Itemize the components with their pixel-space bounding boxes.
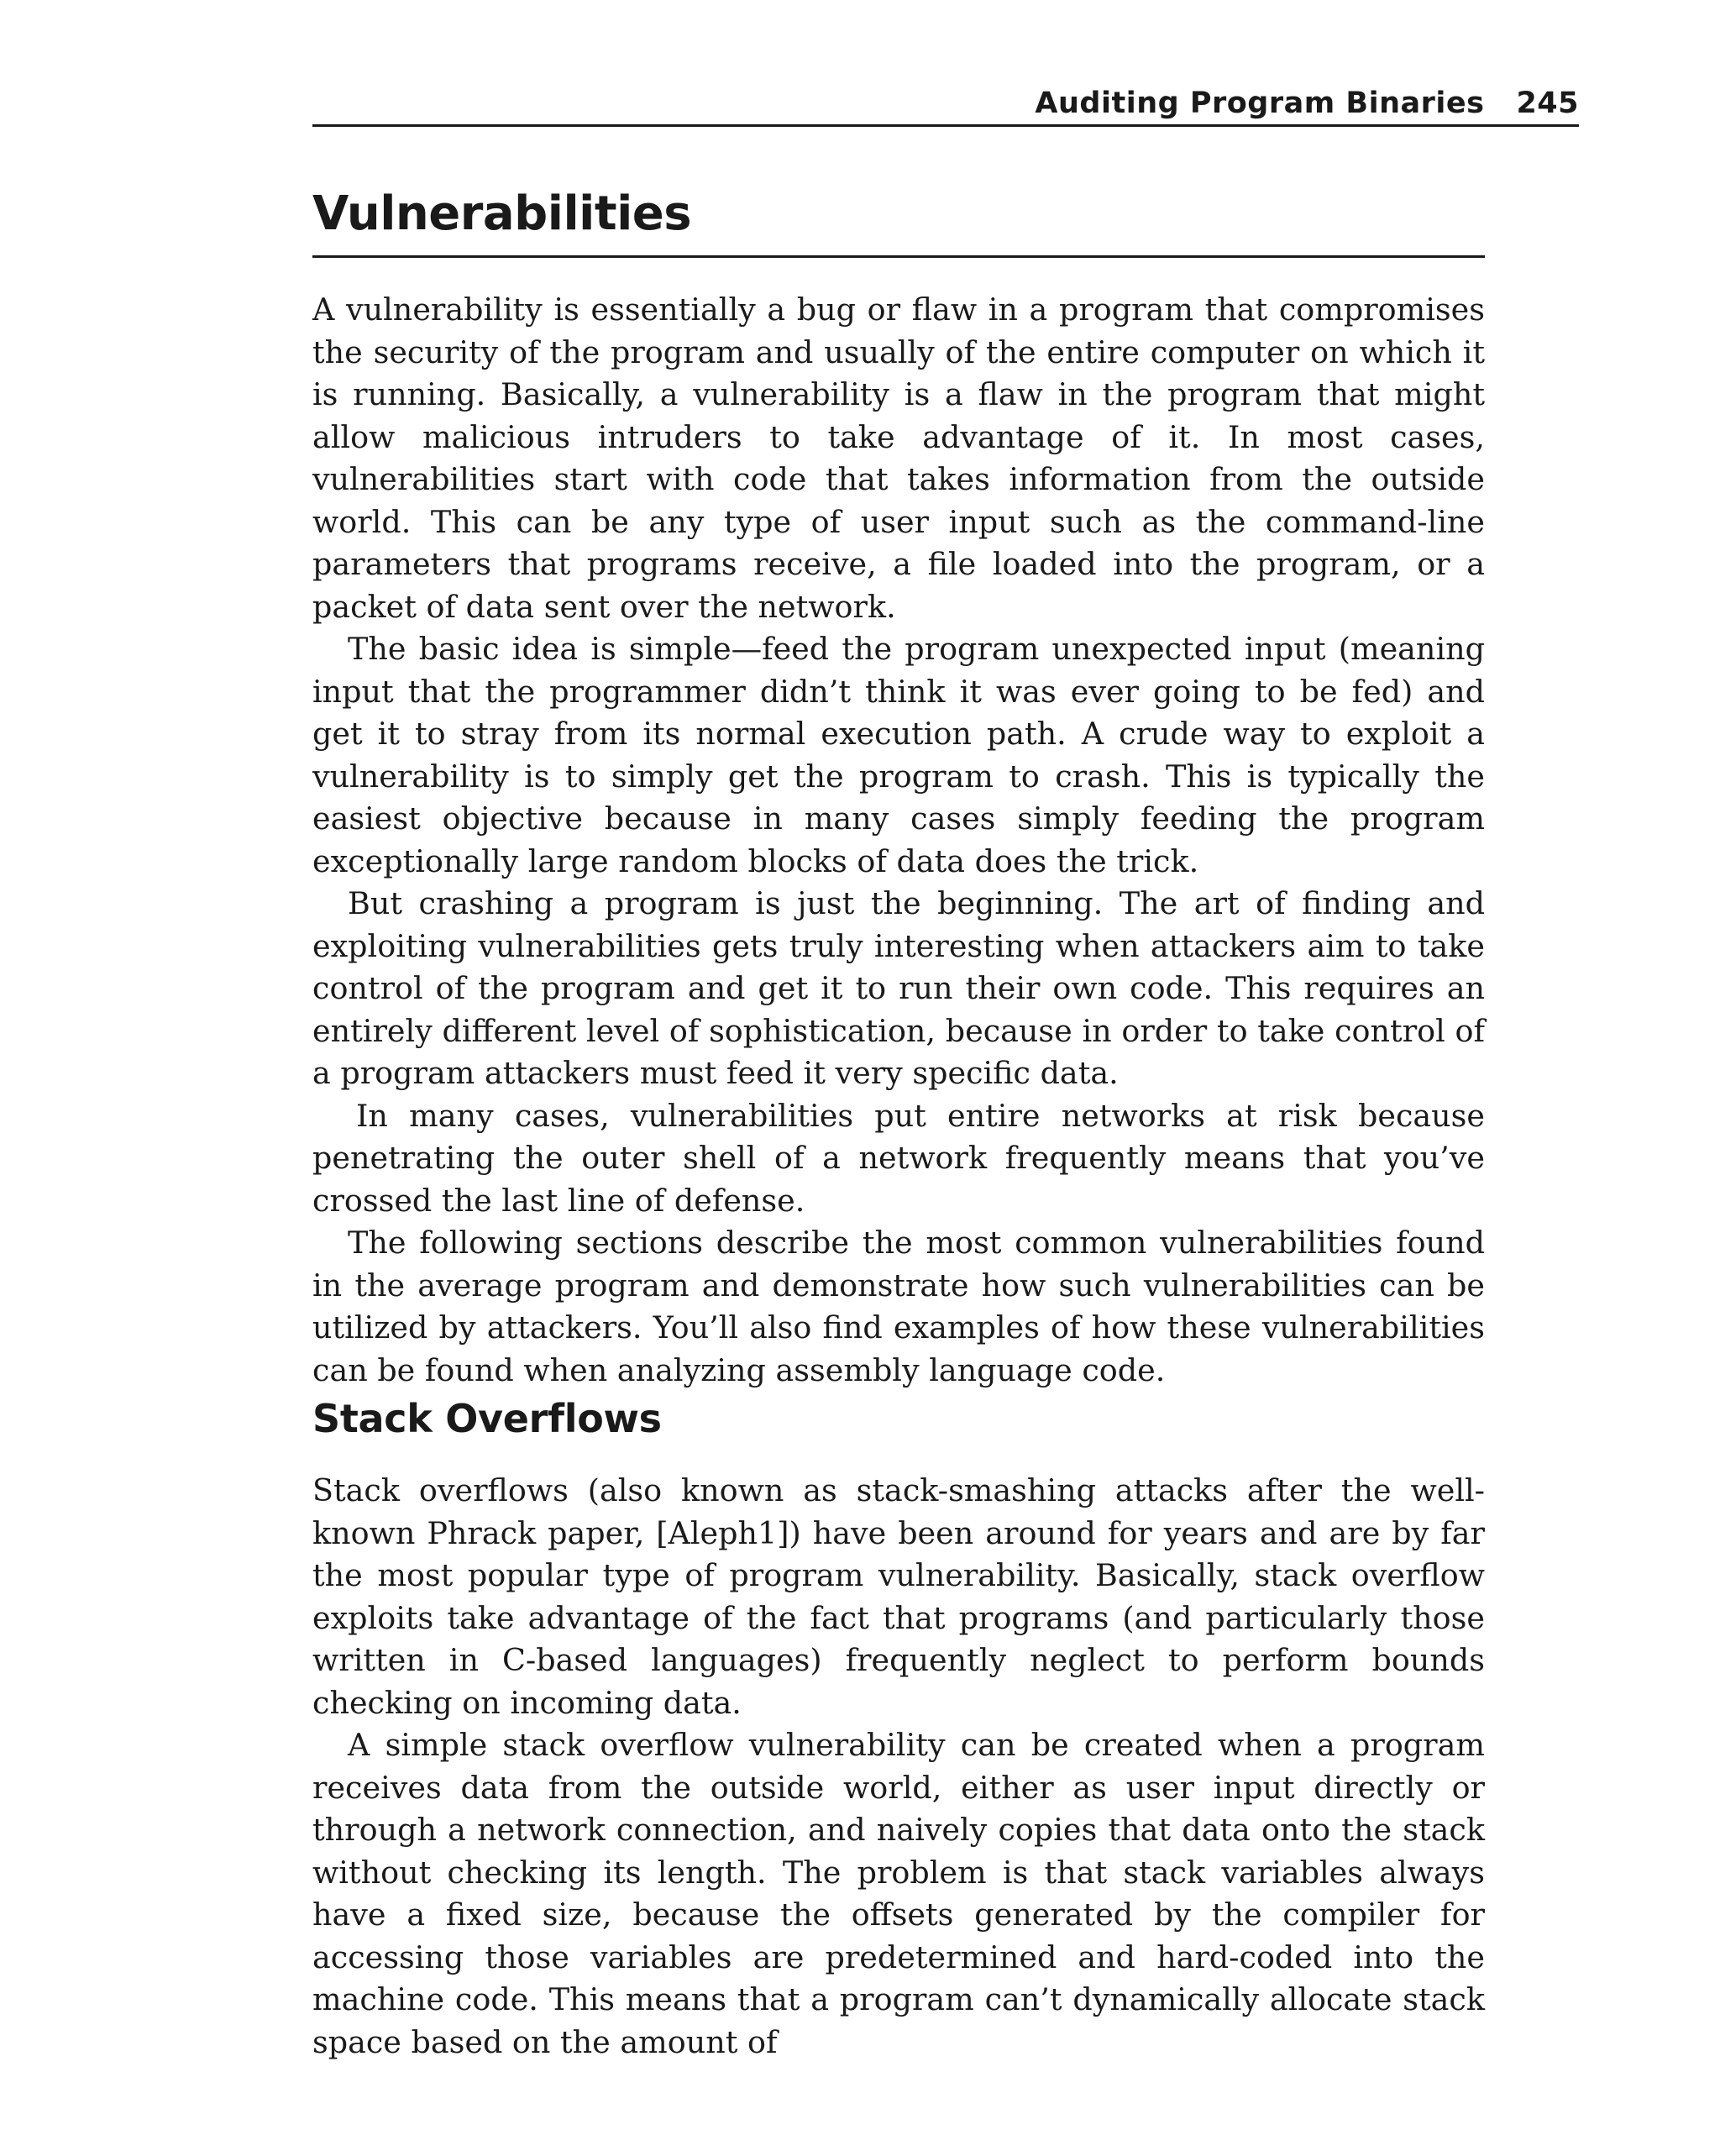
- paragraph: The following sections describe the most common vulnerabilities found in the average program and demonstrate how such vulnerabilities can be utilized by attackers. You’ll also find examples of how these vulnerabilities can be found when analyzing assembly language code.: [312, 1225, 1485, 1388]
- section-body: [312, 289, 1485, 1392]
- section-title: Vulnerabilities: [312, 178, 1485, 258]
- subsection-body: [312, 1470, 1485, 2064]
- paragraph: In many cases, vulnerabilities put entire networks at risk because penetrating the outer shell of a network frequently means that you’ve crossed the last line of defense.: [312, 1097, 1485, 1219]
- subsection-title: Stack Overflows: [312, 1396, 662, 1441]
- paragraph: A simple stack overflow vulnerability can be created when a program receives data from the outside world, either as user input directly or through a network connection, and naively copies that data onto the stack without checking its length. The problem is that stack variables always have a fixed size, because the offsets generated by the compiler for accessing those variables are predetermined and hard-coded into the machine code. This means that a program can’t dynamically allocate stack space based on the amount of: [312, 1727, 1485, 2060]
- paragraph: The basic idea is simple—feed the program unexpected input (meaning input that the programmer didn’t think it was ever going to be fed) and get it to stray from its normal execution path. A crude way to exploit a vulnerability is to simply get the program to crash. This is typically the easiest objective because in many cases simply feeding the program exceptionally large random blocks of data does the trick.: [312, 631, 1485, 879]
- running-head: [312, 82, 1579, 127]
- paragraph: A vulnerability is essentially a bug or flaw in a program that compromises the security of the program and usually of the entire computer on which it is running. Basically, a vulnerability is a flaw in the program that might allow malicious intruders to take advantage of it. In most cases, vulnerabilities start with code that takes information from the outside world. This can be any type of user input such as the command-line parameters that programs receive, a file loaded into the program, or a packet of data sent over the network.: [312, 291, 1485, 625]
- page-number: 245: [1516, 87, 1579, 120]
- paragraph: But crashing a program is just the beginning. The art of finding and exploiting vulnerabilities gets truly interesting when attackers aim to take control of the program and get it to run their own code. This requires an entirely different level of sophistication, because in order to take control of a program attackers must feed it very specific data.: [312, 885, 1485, 1091]
- paragraph: Stack overflows (also known as stack-smashing attacks after the well-known Phrack paper, [Aleph1]) have been around for years and are by far the most popular type of program vulnerability. Basically, stack overflow exploits take advantage of the fact that programs (and particularly those written in C-based languages) frequently neglect to perform bounds checking on incoming data.: [312, 1472, 1485, 1721]
- running-head-title: Auditing Program Binaries: [1035, 87, 1485, 120]
